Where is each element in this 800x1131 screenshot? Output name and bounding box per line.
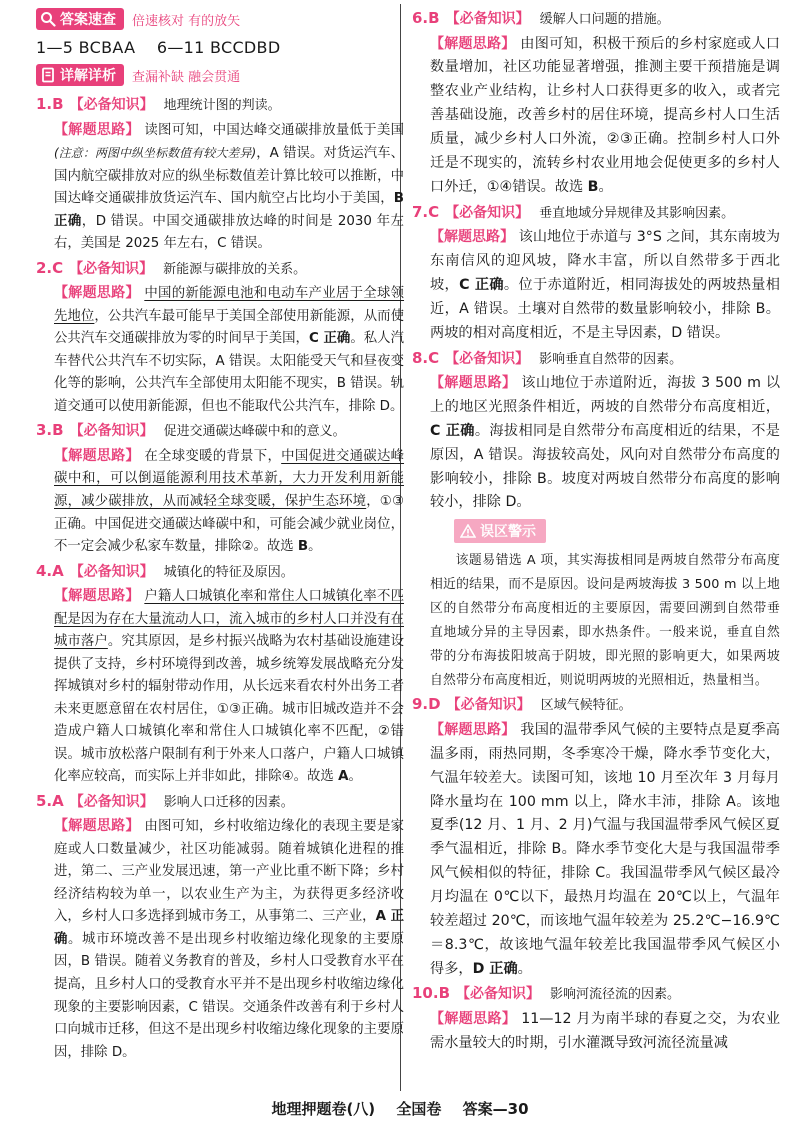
q7-explanation (412, 226, 780, 345)
q7-answer: C (428, 202, 440, 221)
q9-number: 9. (412, 695, 429, 714)
q6-key: B (587, 178, 599, 195)
q2-knowledge-point: 新能源与碳排放的关系。 (163, 261, 307, 277)
q3-text-3: 。 (308, 539, 322, 555)
warning-header (454, 519, 780, 543)
q3-knowledge-point: 促进交通碳达峰碳中和的意义。 (163, 424, 346, 440)
warning-body: 该题易错选 A 项，其实海拔相同是两坡自然带分布高度相近的结果，而不是原因。设问是两坡海拔 3 500 m 以上地区的自然带分布高度相近的主要原因，需要回溯到自然带垂直地域分异的主导因素，即水热条件。一般来说，垂直自然带的分布海拔阳坡高于阴坡，即光照的影响更大，如果两坡自然带分布高度相近，则说明两坡的光照相近，热量相当。 (430, 553, 780, 688)
thinking-tag: 【解题思路】 (430, 229, 515, 246)
knowledge-tag: 【必备知识】 (445, 204, 530, 221)
q1-key: B 正确 (54, 191, 404, 229)
quick-answer-banner (36, 6, 404, 32)
q7-header (412, 200, 780, 227)
q3-text-1: 在全球变暖的背景下， (144, 448, 282, 464)
q5-number: 5. (36, 791, 53, 810)
thinking-tag: 【解题思路】 (54, 818, 140, 835)
q5-text-2: 。城市环境改善不是出现乡村收缩边缘化现象的主要原因，B 错误。随着义务教育的普及，乡村人口受教育水平在提高，且乡村人口的受教育水平并不是出现乡村收缩边缘化现象的主要影响因素，C 错误。交通条件改善有利于乡村人口向城市迁移，但这不是出现乡村收缩边缘化现象的主要原因，排除 D。 (54, 931, 405, 1060)
q5-key: A 正确 (54, 909, 405, 947)
q2-number: 2. (36, 258, 53, 277)
thinking-tag: 【解题思路】 (54, 285, 140, 302)
q6-knowledge-point: 缓解人口问题的措施。 (539, 12, 670, 27)
knowledge-tag: 【必备知识】 (456, 986, 541, 1003)
q9-text-2: 。 (517, 960, 532, 977)
detail-subtitle: 查漏补缺 融会贯通 (132, 69, 241, 85)
q1-knowledge-point: 地理统计图的判读。 (163, 98, 281, 113)
q5-explanation (36, 815, 404, 1064)
q4-text-1: 。究其原因，是乡村振兴战略为农村基础设施建设提供了支持，乡村环境得到改善，城乡统筹发展战略充分发挥城镇对乡村的辐射带动作用，从长远来看农村外出务工者未来更愿意留在农村居住，①③正确。城市旧城改造并不会造成户籍人口城镇化率和常住人口城镇化率不匹配，②错误。城市放松落户限制有利于外来人口落户，户籍人口城镇化率应较高，而实际上并非如此，排除④。故选 (54, 634, 405, 785)
right-column (412, 6, 780, 1056)
q3-header (36, 418, 404, 445)
left-column (36, 6, 404, 1064)
detail-banner (36, 62, 404, 88)
q5-answer: A (52, 791, 64, 810)
knowledge-tag: 【必备知识】 (69, 97, 154, 113)
knowledge-tag: 【必备知识】 (69, 423, 154, 440)
q4-header (36, 559, 404, 586)
q2-key: C 正确 (308, 331, 351, 347)
q3-key: B (297, 539, 309, 555)
q7-number: 7. (412, 202, 429, 221)
q8-answer: C (428, 348, 440, 367)
q2-text-1: ，公共汽车最可能早于美国全部使用新能源，从而使公共汽车交通碳排放为零的时间早于美国， (54, 308, 405, 347)
q6-header (412, 6, 780, 33)
q8-header (412, 346, 780, 373)
q1-text-2: ，A 错误。对货运汽车、国内航空碳排放对应的纵坐标数值差计算比较可以推断，中国达峰交通碳排放货运汽车、国内航空占比均小于美国， (54, 146, 404, 207)
thinking-tag: 【解题思路】 (430, 35, 516, 52)
q4-answer: A (52, 561, 64, 580)
footer-page-number: 答案—30 (462, 1100, 529, 1118)
q7-key: C 正确 (459, 276, 504, 293)
q2-header (36, 256, 404, 283)
q2-answer: C (52, 258, 64, 277)
q4-underlined: 户籍人口城镇化率和常住人口城镇化率不匹配是因为存在大量流动人口，流入城市的乡村人口并没有在城市落户 (54, 589, 405, 650)
footer-scope: 全国卷 (396, 1100, 442, 1118)
knowledge-tag: 【必备知识】 (69, 563, 154, 580)
warning-icon (460, 524, 476, 538)
q6-text-2: 。 (598, 178, 613, 195)
q9-header (412, 692, 780, 719)
q1-explanation (36, 119, 404, 256)
q10-header (412, 981, 780, 1008)
q5-header (36, 789, 404, 816)
warning-title-text: 误区警示 (480, 524, 536, 541)
quick-answer-title-text: 答案速查 (60, 12, 116, 28)
q5-knowledge-point: 影响人口迁移的因素。 (163, 794, 294, 810)
warning-title (454, 519, 546, 543)
q9-knowledge-point: 区域气候特征。 (540, 698, 632, 714)
q9-answer: D (428, 695, 441, 714)
q5-text-1: 由图可知，乡村收缩边缘化的表现主要是家庭或人口数量减少，社区功能减弱。随着城镇化进程的推进，第二、三产业发展迅速，第一产业比重不断下降；乡村经济结构较为单一，以农业生产为主，为获得更多经济收入，乡村人口多选择到城市务工，从事第二、三产业， (54, 819, 405, 925)
q10-knowledge-point: 影响河流径流的因素。 (550, 987, 681, 1003)
q1-text-1: 读图可知，中国达峰交通碳排放量低于美国 (144, 122, 405, 138)
quick-answer-title (36, 8, 124, 30)
q9-text-1: 我国的温带季风气候的主要特点是夏季高温多雨，雨热同期，冬季寒冷干燥，降水季节变化大，气温年较差大。读图可知，该地 10 月至次年 3 月每月降水量均在 100 mm 以上，降水丰沛，排除 A。该地夏季(12 月、1 月、2 月)气温与我国温带季风气候区夏季气温相近，排除 B。降水季节变化大是与我国温带季风气候相似的特征，排除 C。我国温带季风气候区最冷月均温在 0℃以下，最热月均温在 20℃以上，气温年较差超过 20℃，而该地气温年较差为 25.2℃−16.9℃＝8.3℃，故该地气温年较差比我国温带季风气候区小得多， (430, 722, 780, 977)
q8-key: C 正确 (430, 422, 475, 439)
q6-text-1: 由图可知，积极干预后的乡村家庭或人口数量增加，社区功能显著增强，推测主要干预措施是调整农业产业结构，让乡村人口获得更多的收入，或者完善基础设施，改善乡村的居住环境，提高乡村人口生活质量，减少乡村人口外流，②③正确。控制乡村人口外迁是不现实的，流转乡村农业用地会促使更多的乡村人口外迁，①④错误。故选 (430, 35, 780, 195)
thinking-tag: 【解题思路】 (430, 722, 516, 738)
q3-answer: B (52, 421, 64, 440)
q1-answer: B (52, 95, 64, 113)
q4-text-2: 。 (348, 769, 362, 785)
q8-text-1: 该山地位于赤道附近，海拔 3 500 m 以上的地区光照条件相近，两坡的自然带分布高度相近， (430, 375, 781, 415)
q8-text-2: 。海拔相同是自然带分布高度相近的结果，不是原因，A 错误。海拔较高处，风向对自然带分布高度的影响较小，排除 B。坡度对两坡自然带分布高度的影响较小，排除 D。 (430, 422, 780, 511)
knowledge-tag: 【必备知识】 (445, 350, 530, 367)
q3-underlined: 中国促进交通碳达峰碳中和，可以倒逼能源利用技术革新，大力开发利用新能源，减少碳排放，从而减轻全球变暖，保护生态环境 (54, 448, 405, 509)
q7-text-1: 该山地位于赤道与 3°S 之间，其东南坡为东南信风的迎风坡，降水丰富，所以自然带多于西北坡， (430, 229, 781, 293)
thinking-tag: 【解题思路】 (430, 1011, 517, 1028)
thinking-tag: 【解题思路】 (430, 375, 517, 392)
q9-key: D 正确 (472, 960, 518, 977)
q6-answer: B (428, 9, 440, 27)
knowledge-tag: 【必备知识】 (69, 793, 154, 810)
q1-note: (注意：两图中纵坐标数值有较大差异) (54, 146, 257, 161)
q1-number: 1. (36, 95, 53, 113)
footer-subject: 地理押题卷(八) (271, 1100, 376, 1118)
answer-key: 1—5 BCBAA 6—11 BCCDBD (36, 38, 281, 57)
q6-explanation (412, 33, 780, 200)
thinking-tag: 【解题思路】 (54, 447, 140, 464)
q8-knowledge-point: 影响垂直自然带的因素。 (539, 351, 683, 367)
q6-number: 6. (412, 9, 429, 27)
q4-key: A (338, 769, 349, 785)
page-footer (0, 1098, 800, 1119)
knowledge-tag: 【必备知识】 (445, 11, 530, 27)
q4-number: 4. (36, 561, 53, 580)
quick-answer-subtitle: 倍速核对 有的放矢 (132, 13, 241, 29)
thinking-tag: 【解题思路】 (54, 588, 140, 605)
q4-knowledge-point: 城镇化的特征及原因。 (163, 564, 294, 580)
q3-text-2: ，①③正确。中国促进交通碳达峰碳中和，可能会减少就业岗位，不一定会减少私家车数量，排除②。故选 (54, 494, 405, 555)
knowledge-tag: 【必备知识】 (69, 260, 154, 277)
knowledge-tag: 【必备知识】 (446, 697, 531, 714)
q2-underlined: 中国的新能源电池和电动车产业居于全球领先地位 (54, 286, 405, 324)
detail-title (36, 64, 124, 86)
q10-explanation (412, 1008, 780, 1056)
q2-text-2: 。私人汽车替代公共汽车不切实际，A 错误。太阳能受天气和昼夜变化等的影响，公共汽车全部使用太阳能不现实，B 错误。轨道交通可以使用新能源，但也不能取代公共汽车，排除 D。 (54, 331, 404, 414)
q3-number: 3. (36, 421, 53, 440)
q1-text-3: ，D 错误。中国交通碳排放达峰的时间是 2030 年左右，美国是 2025 年左右，C 错误。 (54, 213, 404, 252)
document-icon (40, 67, 56, 83)
q7-knowledge-point: 垂直地域分异规律及其影响因素。 (539, 205, 735, 221)
q8-explanation (412, 372, 780, 515)
q1-header (36, 92, 404, 119)
q8-number: 8. (412, 348, 429, 367)
q7-text-2: 。位于赤道附近，相同海拔处的两坡热量相近，A 错误。土壤对自然带的数量影响较小，排除 B。两坡的相对高度相近，不是主导因素，D 错误。 (430, 276, 780, 341)
q9-explanation (412, 719, 780, 981)
thinking-tag: 【解题思路】 (54, 121, 140, 138)
detail-title-text: 详解详析 (60, 68, 116, 84)
magnifier-icon (40, 11, 56, 27)
q10-number: 10. (412, 984, 439, 1003)
q10-answer: B (438, 984, 451, 1003)
q4-explanation (36, 585, 404, 789)
q2-explanation (36, 282, 404, 418)
q3-explanation (36, 445, 404, 559)
q10-text-1: 11—12 月为南半球的春夏之交，为农业需水量较大的时期，引水灌溉导致河流径流量减 (430, 1011, 781, 1051)
